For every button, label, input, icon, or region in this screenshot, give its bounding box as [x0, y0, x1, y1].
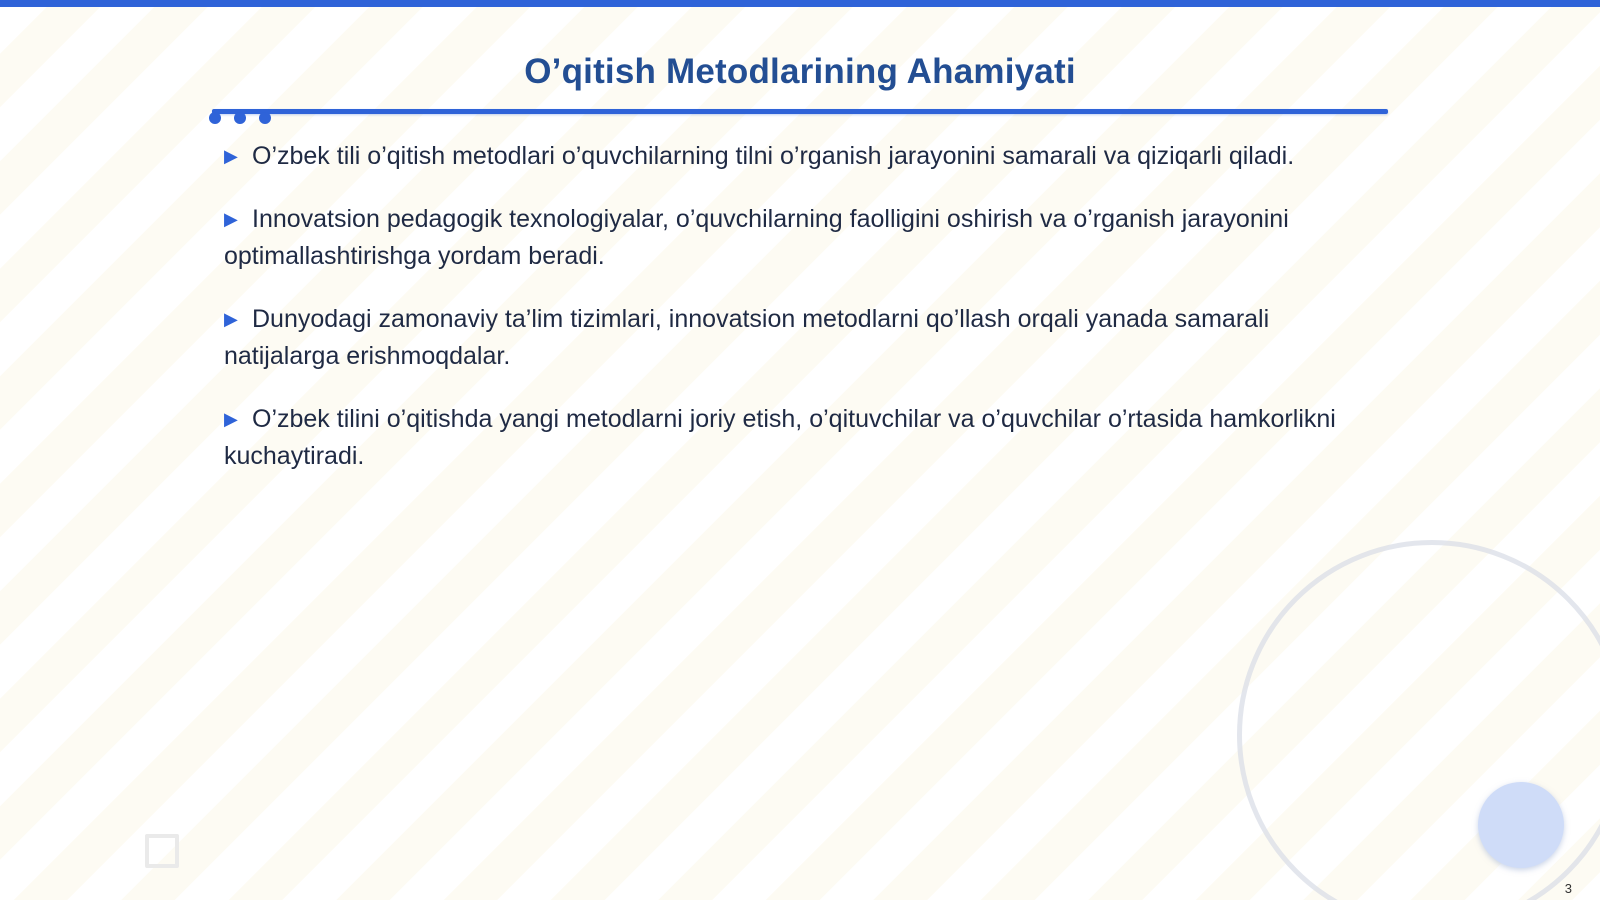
- bullet-text: Dunyodagi zamonaviy ta’lim tizimlari, innovatsion metodlarni qo’llash orqali yanada samarali natijalarga erishmoqdalar.: [224, 305, 1270, 370]
- underline-dot: [259, 112, 271, 124]
- bullet-text: O’zbek tili o’qitish metodlari o’quvchilarning tilni o’rganish jarayonini samarali va qiziqarli qiladi.: [252, 142, 1295, 170]
- slide-title: O’qitish Metodlarining Ahamiyati: [524, 52, 1076, 91]
- bullet-item: [224, 138, 1354, 175]
- bullet-arrow-icon: ▶: [224, 209, 238, 229]
- bullet-arrow-icon: ▶: [224, 309, 238, 329]
- bullet-item: [224, 301, 1354, 375]
- bullet-text: Innovatsion pedagogik texnologiyalar, o’quvchilarning faolligini oshirish va o’rganish jarayonini optimallashtirishga yordam beradi.: [224, 205, 1289, 270]
- underline-dot: [209, 112, 221, 124]
- decorative-square: [145, 834, 179, 868]
- bullet-arrow-icon: ▶: [224, 409, 238, 429]
- bullet-text: O’zbek tilini o’qitishda yangi metodlarni joriy etish, o’qituvchilar va o’quvchilar o’rtasida hamkorlikni kuchaytiradi.: [224, 405, 1336, 470]
- title-underline: [212, 109, 1388, 114]
- bullet-item: [224, 401, 1354, 475]
- bullet-item: [224, 201, 1354, 275]
- underline-dot: [234, 112, 246, 124]
- top-accent-bar: [0, 0, 1600, 7]
- page-number: 3: [1564, 881, 1572, 896]
- bullet-arrow-icon: ▶: [224, 146, 238, 166]
- decorative-circle: [1478, 782, 1564, 868]
- bullet-list: [224, 138, 1354, 501]
